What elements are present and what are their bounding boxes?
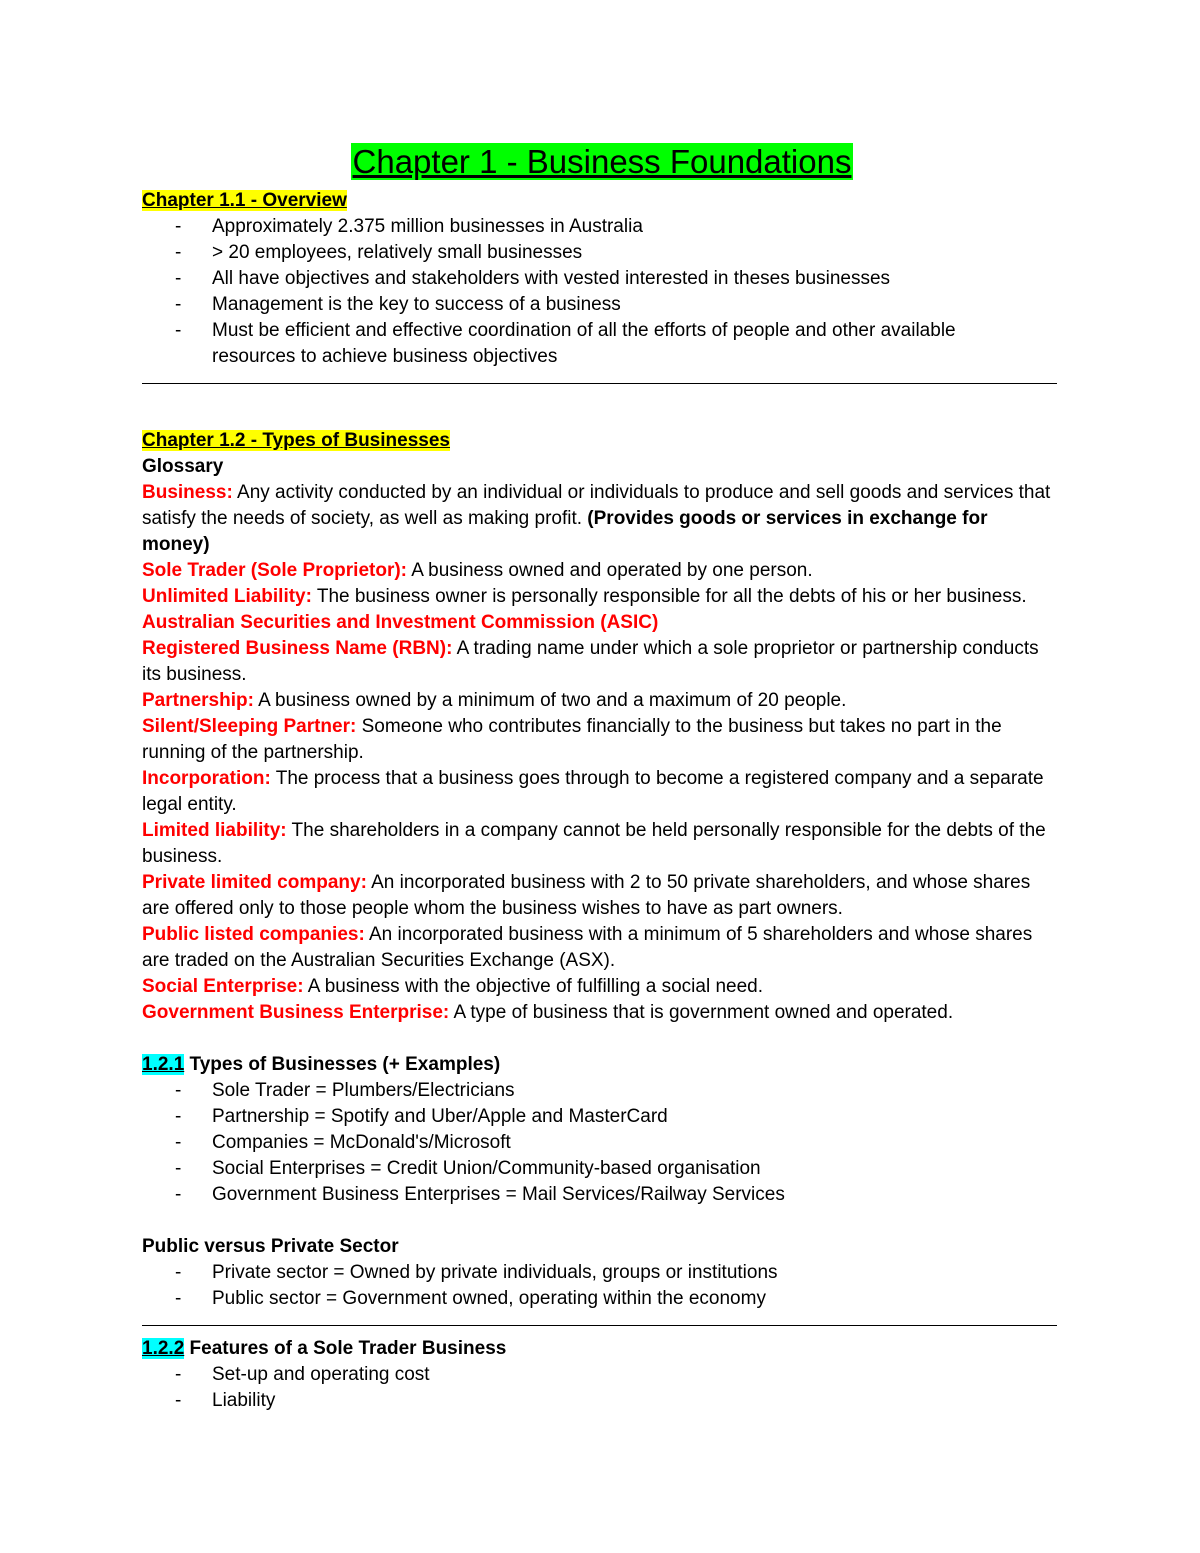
- dash-bullet: -: [175, 320, 182, 341]
- glossary-entry: [142, 714, 1060, 766]
- glossary-term: Unlimited Liability:: [142, 586, 312, 607]
- glossary-entry: [142, 480, 1060, 558]
- dash-bullet: -: [175, 1158, 182, 1179]
- glossary-entry: [142, 870, 1060, 922]
- list-item-text: > 20 employees, relatively small businesses: [212, 242, 583, 263]
- glossary-term: Registered Business Name (RBN):: [142, 638, 453, 659]
- section-number: 1.2.1: [142, 1054, 185, 1075]
- dash-bullet: -: [175, 268, 182, 289]
- list-item: [142, 318, 1062, 370]
- list-item-text: Public sector = Government owned, operating within the economy: [212, 1288, 766, 1309]
- overview-list: [142, 214, 1062, 370]
- list-item: [142, 1286, 1062, 1312]
- glossary-definition: An incorporated business with a minimum of 5 shareholders and whose shares are traded on the Australian Securities Exchange (ASX).: [142, 924, 1033, 971]
- list-item-text: Must be efficient and effective coordination of all the efforts of people and other available resources to achieve business objectives: [212, 320, 956, 367]
- glossary-definition: A business with the objective of fulfilling a social need.: [303, 976, 764, 997]
- dash-bullet: -: [175, 242, 182, 263]
- glossary-definition: A business owned by a minimum of two and a maximum of 20 people.: [253, 690, 847, 711]
- sole-trader-heading-text: Features of a Sole Trader Business: [184, 1338, 507, 1359]
- glossary-definition: An incorporated business with 2 to 50 private shareholders, and whose shares are offered only to those people whom the business wishes to have as part owners.: [142, 872, 1031, 919]
- section-heading-sole-trader: [142, 1336, 1062, 1362]
- glossary-entry: [142, 974, 1060, 1000]
- glossary-term: Limited liability:: [142, 820, 287, 841]
- glossary-definition: Someone who contributes financially to the business but takes no part in the running of the partnership.: [142, 716, 1002, 763]
- glossary-entry: [142, 610, 1060, 636]
- dash-bullet: -: [175, 1364, 182, 1385]
- list-item-text: Set-up and operating cost: [212, 1364, 430, 1385]
- glossary-entry: [142, 922, 1060, 974]
- glossary-entry: [142, 1000, 1060, 1026]
- list-item-text: Partnership = Spotify and Uber/Apple and MasterCard: [212, 1106, 668, 1127]
- dash-bullet: -: [175, 216, 182, 237]
- section-heading-overview: [142, 188, 1062, 214]
- list-item-text: Companies = McDonald's/Microsoft: [212, 1132, 511, 1153]
- glossary-note: (Provides goods or services in exchange for money): [142, 508, 988, 555]
- glossary-entry: [142, 688, 1060, 714]
- list-item: [142, 1078, 1062, 1104]
- list-item: [142, 1260, 1062, 1286]
- glossary-term: Partnership:: [142, 690, 254, 711]
- section-heading-sector: Public versus Private Sector: [142, 1236, 399, 1257]
- glossary-entry: [142, 636, 1060, 688]
- list-item-text: Sole Trader = Plumbers/Electricians: [212, 1080, 515, 1101]
- list-item-text: Approximately 2.375 million businesses in Australia: [212, 216, 643, 237]
- list-item-text: All have objectives and stakeholders with vested interested in theses businesses: [212, 268, 891, 289]
- list-item-text: Private sector = Owned by private individuals, groups or institutions: [212, 1262, 778, 1283]
- glossary-term: Sole Trader (Sole Proprietor):: [142, 560, 407, 581]
- glossary-term: Public listed companies:: [142, 924, 365, 945]
- list-item: [142, 1388, 1062, 1414]
- examples-list: [142, 1078, 1062, 1208]
- list-item: [142, 240, 1062, 266]
- sector-list: [142, 1260, 1062, 1312]
- title-text: Chapter 1 - Business Foundations: [352, 143, 852, 180]
- list-item: [142, 292, 1062, 318]
- glossary-definition: The shareholders in a company cannot be held personally responsible for the debts of the business.: [142, 820, 1046, 867]
- glossary-term: Government Business Enterprise:: [142, 1002, 450, 1023]
- list-item-text: Liability: [212, 1390, 276, 1411]
- dash-bullet: -: [175, 1390, 182, 1411]
- divider-rule: [142, 1312, 1057, 1336]
- glossary-term: Private limited company:: [142, 872, 367, 893]
- dash-bullet: -: [175, 1288, 182, 1309]
- glossary-entry: [142, 584, 1060, 610]
- glossary-list: [142, 480, 1060, 1026]
- dash-bullet: -: [175, 1262, 182, 1283]
- glossary-definition: Any activity conducted by an individual or individuals to produce and sell goods and services that satisfy the needs of society, as well as making profit.: [142, 482, 1051, 529]
- glossary-definition: A business owned and operated by one person.: [407, 560, 813, 581]
- document-title: [142, 142, 1062, 182]
- divider-rule: [142, 370, 1057, 394]
- overview-heading-text: Chapter 1.1 - Overview: [142, 190, 347, 211]
- glossary-label: Glossary: [142, 456, 224, 477]
- glossary-definition: A type of business that is government owned and operated.: [449, 1002, 954, 1023]
- glossary-definition: The business owner is personally responsible for all the debts of his or her business.: [311, 586, 1027, 607]
- examples-heading-text: Types of Businesses (+ Examples): [184, 1054, 501, 1075]
- list-item: [142, 1156, 1062, 1182]
- list-item: [142, 1104, 1062, 1130]
- glossary-entry: [142, 766, 1060, 818]
- section-number: 1.2.2: [142, 1338, 185, 1359]
- list-item: [142, 214, 1062, 240]
- list-item-text: Government Business Enterprises = Mail Services/Railway Services: [212, 1184, 785, 1205]
- list-item-text: Management is the key to success of a business: [212, 294, 621, 315]
- glossary-definition: A trading name under which a sole proprietor or partnership conducts its business.: [142, 638, 1039, 685]
- section-heading-examples: [142, 1052, 1062, 1078]
- list-item: [142, 1182, 1062, 1208]
- list-item-text: Social Enterprises = Credit Union/Community-based organisation: [212, 1158, 761, 1179]
- types-heading-text: Chapter 1.2 - Types of Businesses: [142, 430, 450, 451]
- glossary-term: Australian Securities and Investment Commission (ASIC): [142, 612, 659, 633]
- document-page: [142, 130, 1062, 1414]
- glossary-term: Business:: [142, 482, 233, 503]
- dash-bullet: -: [175, 294, 182, 315]
- glossary-term: Social Enterprise:: [142, 976, 304, 997]
- list-item: [142, 1362, 1062, 1388]
- glossary-entry: [142, 558, 1060, 584]
- glossary-definition: The process that a business goes through to become a registered company and a separate legal entity.: [142, 768, 1044, 815]
- dash-bullet: -: [175, 1184, 182, 1205]
- dash-bullet: -: [175, 1080, 182, 1101]
- sole-trader-list: [142, 1362, 1062, 1414]
- glossary-entry: [142, 818, 1060, 870]
- dash-bullet: -: [175, 1132, 182, 1153]
- glossary-term: Incorporation:: [142, 768, 271, 789]
- section-heading-types: [142, 428, 1062, 454]
- list-item: [142, 1130, 1062, 1156]
- dash-bullet: -: [175, 1106, 182, 1127]
- list-item: [142, 266, 1062, 292]
- glossary-term: Silent/Sleeping Partner:: [142, 716, 357, 737]
